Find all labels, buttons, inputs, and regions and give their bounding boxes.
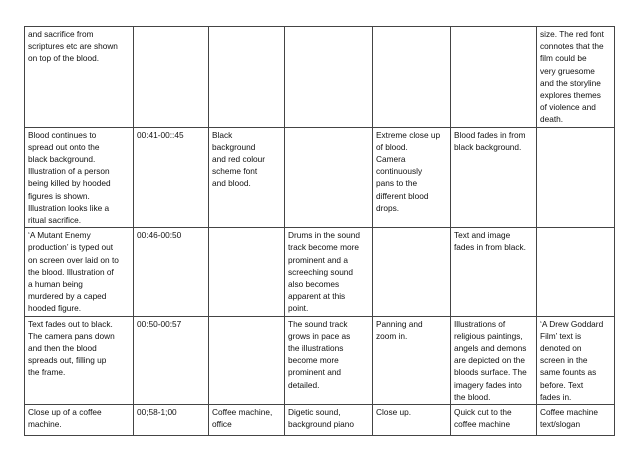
table-cell: Text fades out to black. The camera pans down and then the blood spreads out, filling up the frame. bbox=[25, 316, 134, 404]
table-cell: 00:46-00:50 bbox=[134, 228, 209, 316]
table-cell bbox=[373, 228, 451, 316]
table-row bbox=[25, 405, 615, 436]
table-cell: and sacrifice from scriptures etc are shown on top of the blood. bbox=[25, 27, 134, 128]
table-cell bbox=[537, 127, 615, 228]
table-cell: 00:50-00:57 bbox=[134, 316, 209, 404]
table-cell bbox=[134, 27, 209, 128]
table-cell bbox=[373, 27, 451, 128]
table-cell bbox=[285, 27, 373, 128]
table-cell bbox=[209, 228, 285, 316]
table-cell: The sound track grows in pace as the illustrations become more prominent and detailed. bbox=[285, 316, 373, 404]
table-cell: Digetic sound, background piano bbox=[285, 405, 373, 436]
table-row bbox=[25, 316, 615, 404]
table-cell: Close up. bbox=[373, 405, 451, 436]
table-cell: 00:41-00::45 bbox=[134, 127, 209, 228]
table-row bbox=[25, 127, 615, 228]
table-row bbox=[25, 228, 615, 316]
table-cell: Drums in the sound track become more prominent and a screeching sound also becomes apparent at this point. bbox=[285, 228, 373, 316]
table-cell bbox=[451, 27, 537, 128]
shot-list-table bbox=[24, 26, 615, 436]
table-cell bbox=[209, 316, 285, 404]
table-cell: size. The red font connotes that the film could be very gruesome and the storyline explores themes of violence and death. bbox=[537, 27, 615, 128]
table-cell: Coffee machine text/slogan bbox=[537, 405, 615, 436]
table-cell bbox=[209, 27, 285, 128]
table-cell: Blood continues to spread out onto the black background. Illustration of a person being killed by hooded figures is shown. Illustration looks like a ritual sacrifice. bbox=[25, 127, 134, 228]
table-cell: Text and image fades in from black. bbox=[451, 228, 537, 316]
table-cell: 00;58-1;00 bbox=[134, 405, 209, 436]
table-cell: Panning and zoom in. bbox=[373, 316, 451, 404]
table-cell: Blood fades in from black background. bbox=[451, 127, 537, 228]
table-cell: Quick cut to the coffee machine bbox=[451, 405, 537, 436]
table-cell: Coffee machine, office bbox=[209, 405, 285, 436]
table-cell: Extreme close up of blood. Camera continuously pans to the different blood drops. bbox=[373, 127, 451, 228]
table-cell bbox=[537, 228, 615, 316]
table-cell: Illustrations of religious paintings, angels and demons are depicted on the bloods surface. The imagery fades into the blood. bbox=[451, 316, 537, 404]
table-cell bbox=[285, 127, 373, 228]
table-cell: ‘A Mutant Enemy production’ is typed out on screen over laid on to the blood. Illustration of a human being murdered by a caped hooded figure. bbox=[25, 228, 134, 316]
table-row bbox=[25, 27, 615, 128]
table-cell: Black background and red colour scheme font and blood. bbox=[209, 127, 285, 228]
table-cell: Close up of a coffee machine. bbox=[25, 405, 134, 436]
table-cell: ‘A Drew Goddard Film’ text is denoted on screen in the same founts as before. Text fades in. bbox=[537, 316, 615, 404]
